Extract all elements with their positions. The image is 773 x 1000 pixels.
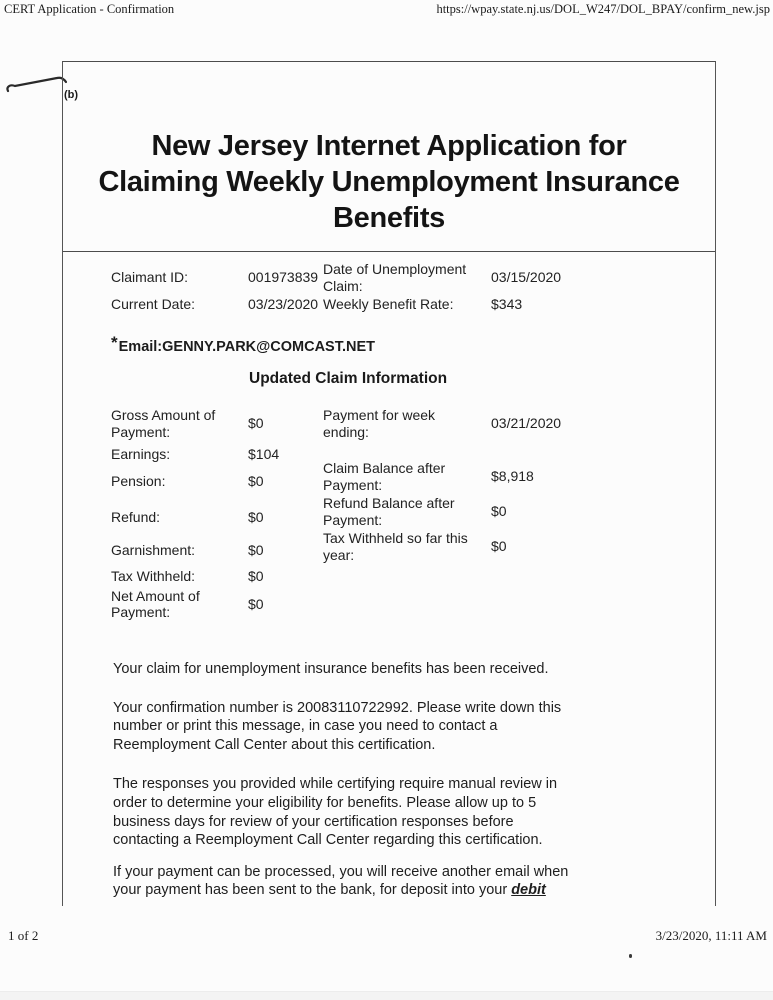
claim-date-label: Date of Unemployment Claim: <box>323 261 467 294</box>
paragraph-line: If your payment can be processed, you will receive another email when <box>113 863 569 880</box>
claim-date-value: 03/15/2020 <box>491 269 562 285</box>
field-label: Claim Balance after Payment: <box>323 460 446 493</box>
required-asterisk: * <box>111 333 118 352</box>
pen-mark-artifact <box>5 72 67 98</box>
print-header-url: https://wpay.state.nj.us/DOL_W247/DOL_BPAY/confirm_new.jsp <box>436 2 770 16</box>
footer-page-number: 1 of 2 <box>8 928 39 943</box>
weekly-benefit-rate-label: Weekly Benefit Rate: <box>323 296 454 312</box>
field-value: 03/21/2020 <box>491 415 562 432</box>
field-label: Tax Withheld: <box>111 568 196 584</box>
paragraph-line-text: your payment has been sent to the bank, for deposit into your <box>113 882 512 899</box>
field-label: Garnishment: <box>111 541 196 558</box>
field-value: $0 <box>248 509 264 525</box>
field-label: Net Amount of Payment: <box>111 587 200 620</box>
print-header <box>4 2 770 17</box>
annotation-b-label: (b) <box>64 89 79 101</box>
net-amount-row <box>111 588 323 621</box>
scan-dot-artifact <box>629 954 632 958</box>
field-label: Earnings: <box>111 446 171 462</box>
refund-balance-row <box>323 495 683 528</box>
claimant-id-value: 001973839 <box>248 269 319 285</box>
claimant-id-label: Claimant ID: <box>111 269 189 285</box>
updated-claim-heading: Updated Claim Information <box>249 370 448 387</box>
field-value: $104 <box>248 446 280 462</box>
print-header-title: CERT Application - Confirmation <box>4 2 175 16</box>
field-value: $0 <box>248 595 264 612</box>
paragraph-manual-review: The responses you provided while certifying require manual review in order to determine your eligibility for benefits. Please allow up to 5 business days for review of your certification responses before contacting a Reemployment Call Center regarding this certification. <box>113 776 558 849</box>
email-line <box>111 333 375 355</box>
current-date-label: Current Date: <box>111 296 196 312</box>
title-section <box>63 62 715 252</box>
debit-emphasis: debit <box>511 882 546 899</box>
claimant-info-table <box>111 261 561 313</box>
gross-amount-row <box>111 407 323 440</box>
paragraph-line <box>113 881 693 900</box>
email-value: Email:GENNY.PARK@COMCAST.NET <box>118 339 375 355</box>
tax-withheld-ytd-row <box>323 530 683 563</box>
field-label: Tax Withheld so far this year: <box>323 530 468 563</box>
garnishment-row <box>111 542 323 559</box>
week-ending-row <box>323 407 683 440</box>
field-label: Pension: <box>111 472 166 489</box>
footer-timestamp: 3/23/2020, 11:11 AM <box>655 928 767 943</box>
field-value: $0 <box>248 472 264 489</box>
field-label: Gross Amount of Payment: <box>111 407 216 440</box>
paragraph-payment-processed <box>113 863 693 900</box>
field-label: Refund: <box>111 509 161 525</box>
paragraph-confirmation-number: Your confirmation number is 20083110722992. Please write down this number or print this message, in case you need to contact a Reemployment Call Center about this certification. <box>113 699 562 753</box>
refund-row <box>111 509 323 526</box>
claim-info-left-column <box>111 407 323 621</box>
field-value: $0 <box>248 541 264 558</box>
current-date-value: 03/23/2020 <box>248 296 319 312</box>
earnings-row <box>111 446 323 463</box>
pension-row <box>111 473 323 490</box>
claim-info-right-column <box>323 407 683 621</box>
body-text <box>113 660 693 920</box>
paragraph-claim-received: Your claim for unemployment insurance benefits has been received. <box>113 661 549 677</box>
claim-info-grid <box>111 407 683 621</box>
field-label: Payment for week ending: <box>323 407 436 440</box>
tax-withheld-row <box>111 568 323 585</box>
page-title: New Jersey Internet Application for Claiming Weekly Unemployment Insurance Benefits <box>98 130 680 234</box>
field-value: $0 <box>491 503 507 520</box>
field-value: $0 <box>491 538 507 555</box>
field-value: $0 <box>248 415 264 432</box>
field-label: Refund Balance after Payment: <box>323 495 455 528</box>
claim-balance-row <box>323 460 683 493</box>
print-footer <box>8 928 767 944</box>
document-frame <box>62 61 716 906</box>
field-value: $0 <box>248 568 264 584</box>
field-value: $8,918 <box>491 468 534 485</box>
weekly-benefit-rate-value: $343 <box>491 296 523 312</box>
scan-bottom-edge <box>0 991 773 1000</box>
